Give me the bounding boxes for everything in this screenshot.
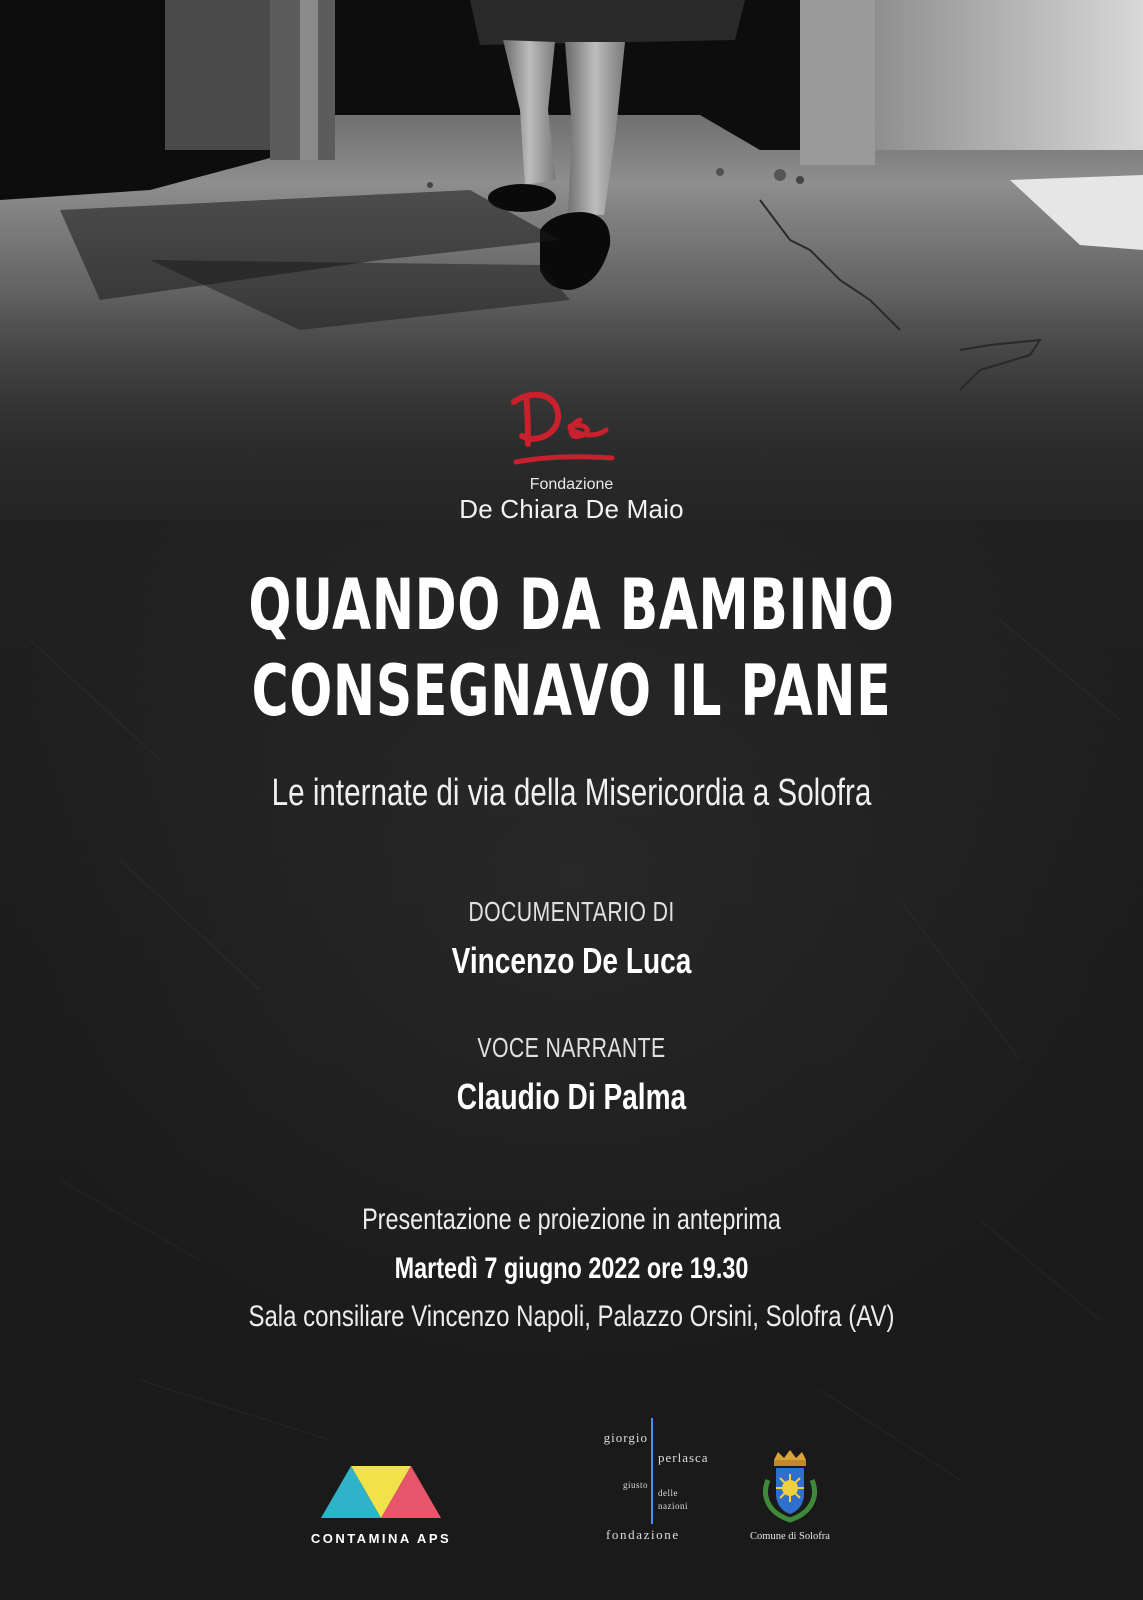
foundation-logo-icon: [510, 388, 620, 468]
coat-of-arms-icon: [760, 1450, 820, 1524]
perlasca-delle: delle: [658, 1488, 678, 1498]
perlasca-giorgio: giorgio: [603, 1430, 648, 1445]
narrator-name: Claudio Di Palma: [456, 1076, 687, 1117]
contamina-triangles-icon: [321, 1466, 441, 1522]
narrator-label: VOCE NARRANTE: [477, 1032, 666, 1063]
event-date: Martedì 7 giugno 2022 ore 19.30: [394, 1252, 749, 1285]
event-venue: Sala consiliare Vincenzo Napoli, Palazzo Orsini, Solofra (AV): [248, 1300, 895, 1333]
perlasca-giusto: giusto: [622, 1480, 648, 1490]
solofra-name: Comune di Solofra: [750, 1531, 830, 1542]
perlasca-nazioni: nazioni: [658, 1501, 688, 1511]
perlasca-perlasca: perlasca: [658, 1450, 709, 1465]
subtitle: Le internate di via della Misericordia a Solofra: [271, 772, 872, 814]
foundation-name: De Chiara De Maio: [459, 494, 684, 524]
foundation-label-small: Fondazione: [529, 476, 614, 493]
director-label: DOCUMENTARIO DI: [468, 896, 675, 927]
perlasca-divider: [651, 1418, 653, 1524]
perlasca-logo: [590, 1418, 720, 1542]
title-line-2: CONSEGNAVO IL PANE: [251, 650, 892, 732]
contamina-logo: [296, 1466, 466, 1546]
contamina-name: CONTAMINA APS: [310, 1531, 452, 1546]
perlasca-fondazione: fondazione: [606, 1527, 680, 1542]
director-name: Vincenzo De Luca: [451, 940, 692, 981]
solofra-logo: [740, 1450, 840, 1542]
event-intro: Presentazione e proiezione in anteprima: [362, 1203, 781, 1236]
title-line-1: QUANDO DA BAMBINO: [248, 564, 895, 646]
